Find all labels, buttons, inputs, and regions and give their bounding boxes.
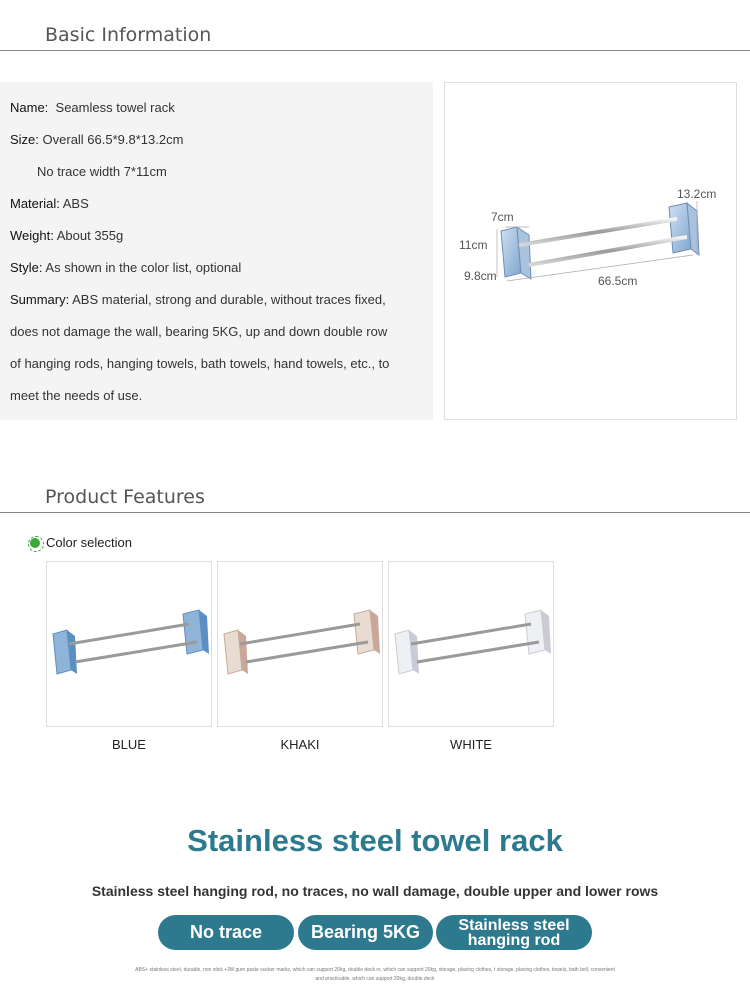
color-selection-heading (30, 535, 132, 550)
info-row (10, 132, 183, 147)
product-features-title: Product Features (45, 486, 205, 508)
color-label: BLUE (112, 737, 146, 752)
info-row (10, 324, 387, 339)
info-key: Size: (10, 132, 39, 147)
color-label: WHITE (450, 737, 492, 752)
info-row (10, 100, 175, 115)
info-value: meet the needs of use. (10, 388, 143, 403)
info-row (37, 164, 167, 179)
info-value: ABS (59, 196, 89, 211)
info-value: As shown in the color list, optional (42, 260, 242, 275)
pill-bearing: Bearing 5KG (298, 915, 433, 950)
color-swatch-khaki[interactable] (217, 561, 383, 727)
info-value: ABS material, strong and durable, without traces fixed, (69, 292, 386, 307)
bullet-icon (30, 538, 40, 548)
dim-depth: 9.8cm (464, 269, 497, 283)
promo-subline: Stainless steel hanging rod, no traces, no wall damage, double upper and lower rows (91, 883, 659, 899)
towel-rack-image (389, 562, 553, 726)
info-value: About 355g (53, 228, 124, 243)
color-selection-label: Color selection (46, 535, 132, 550)
info-value: does not damage the wall, bearing 5KG, up and down double row (10, 324, 388, 339)
info-row (10, 292, 386, 307)
info-value: Overall 66.5*9.8*13.2cm (38, 132, 184, 147)
info-key: Summary: (10, 292, 70, 307)
pill-stainless-rod: Stainless steel hanging rod (436, 915, 592, 950)
section-divider (0, 512, 750, 513)
dim-length: 66.5cm (598, 274, 638, 288)
info-key: Weight: (10, 228, 54, 243)
color-label: KHAKI (280, 737, 320, 752)
color-swatch-white[interactable] (388, 561, 554, 727)
fine-print: ABS+ stainless steel, durable, non stick +3M gum paste sucker marks, which can support 20kg, double deck rs, which can support 20kg, storage, placing clothes, t storage, placing clothes, towels, bath bell, convenient and practicable, which can support 20kg, double deck (135, 967, 615, 982)
dim-height: 13.2cm (677, 187, 717, 201)
info-key: Style: (10, 260, 43, 275)
dim-width-small: 7cm (491, 210, 514, 224)
info-value: of hanging rods, hanging towels, bath towels, hand towels, etc., to (10, 356, 390, 371)
section-divider (0, 50, 750, 51)
promo-headline: Stainless steel towel rack (187, 823, 563, 858)
info-value: No trace width 7*11cm (37, 164, 167, 179)
pill-no-trace: No trace (158, 915, 294, 950)
color-swatch-blue[interactable] (46, 561, 212, 727)
basic-information-title: Basic Information (45, 24, 212, 46)
info-row (10, 228, 123, 243)
info-row (10, 260, 241, 275)
dimension-diagram (444, 82, 737, 420)
basic-info-panel (0, 82, 433, 420)
info-row (10, 356, 389, 371)
info-row (10, 196, 89, 211)
towel-rack-image (47, 562, 211, 726)
info-key: Material: (10, 196, 60, 211)
info-value: Seamless towel rack (48, 100, 175, 115)
towel-rack-dimension-drawing (445, 83, 738, 421)
dim-height-small: 11cm (459, 238, 488, 252)
info-row (10, 388, 142, 403)
info-key: Name: (10, 100, 49, 115)
towel-rack-image (218, 562, 382, 726)
